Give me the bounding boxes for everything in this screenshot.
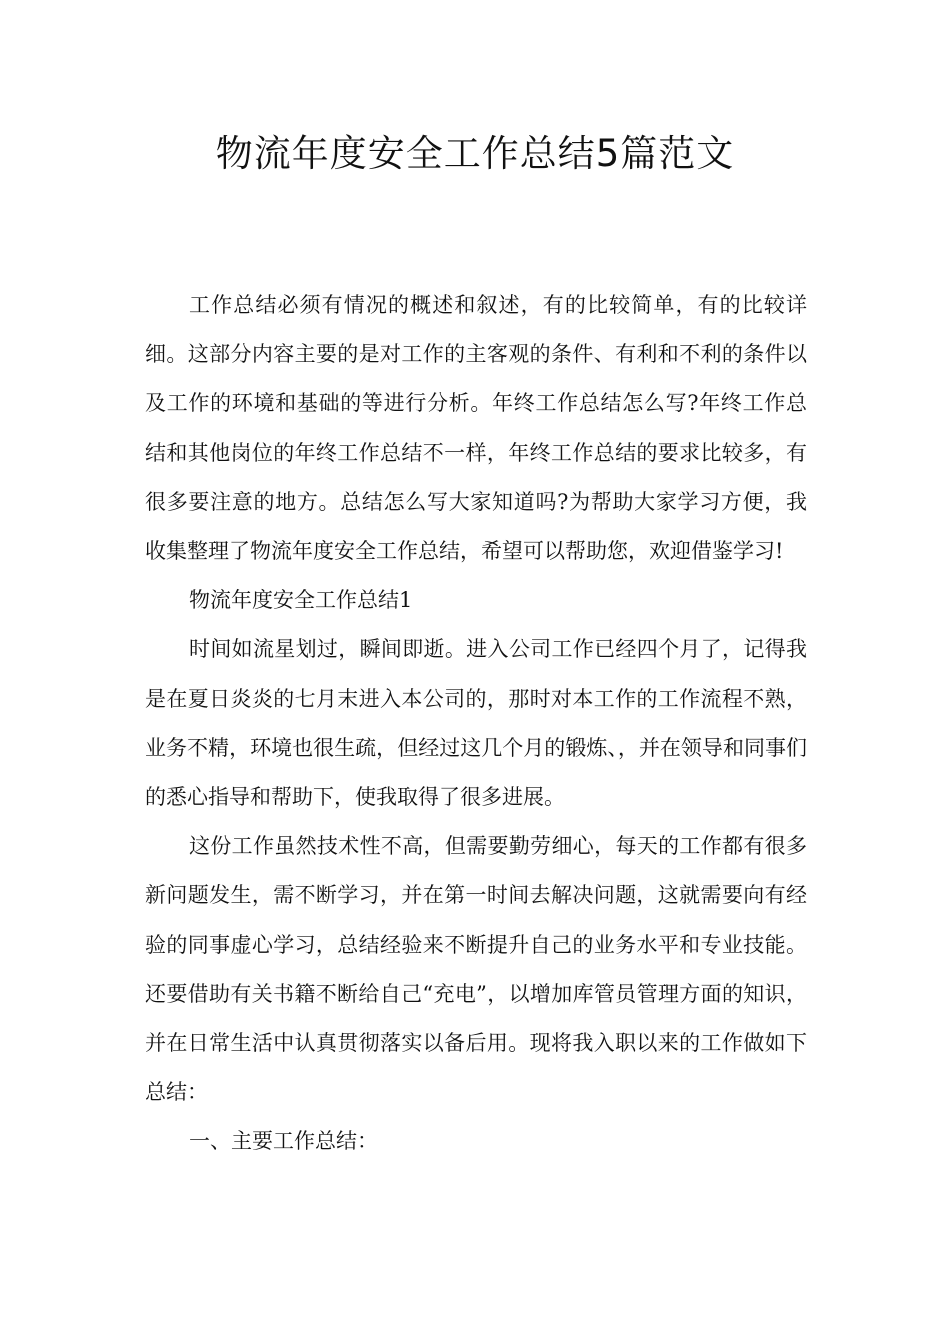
body-paragraph-2: 这份工作虽然技术性不高，但需要勤劳细心，每天的工作都有很多新问题发生，需不断学习，并在第一时间去解决问题，这就需要向有经验的同事虚心学习，总结经验来不断提升自己的业务水平和专业技能。还要借助有关书籍不断给自己“充电”，以增加库管员管理方面的知识，并在日常生活中认真贯彻落实以备后用。现将我入职以来的工作做如下总结： [145, 834, 807, 1105]
document-title: 物流年度安全工作总结5篇范文 [215, 132, 735, 175]
body-paragraph-1: 时间如流星划过，瞬间即逝。进入公司工作已经四个月了，记得我是在夏日炎炎的七月末进入本公司的，那时对本工作的工作流程不熟，业务不精，环境也很生疏，但经过这几个月的锻炼、，并在领导和同事们的悉心指导和帮助下，使我取得了很多进展。 [145, 637, 807, 810]
subsection-heading-main-work: 一、主要工作总结： [189, 1129, 378, 1154]
section-heading-1: 物流年度安全工作总结1 [189, 588, 413, 613]
intro-paragraph: 工作总结必须有情况的概述和叙述，有的比较简单，有的比较详细。这部分内容主要的是对工作的主客观的条件、有利和不利的条件以及工作的环境和基础的等进行分析。年终工作总结怎么写?年终工作总结和其他岗位的年终工作总结不一样，年终工作总结的要求比较多，有很多要注意的地方。总结怎么写大家知道吗?为帮助大家学习方便，我收集整理了物流年度安全工作总结，希望可以帮助您，欢迎借鉴学习! [145, 293, 807, 564]
document-body [145, 281, 807, 1167]
